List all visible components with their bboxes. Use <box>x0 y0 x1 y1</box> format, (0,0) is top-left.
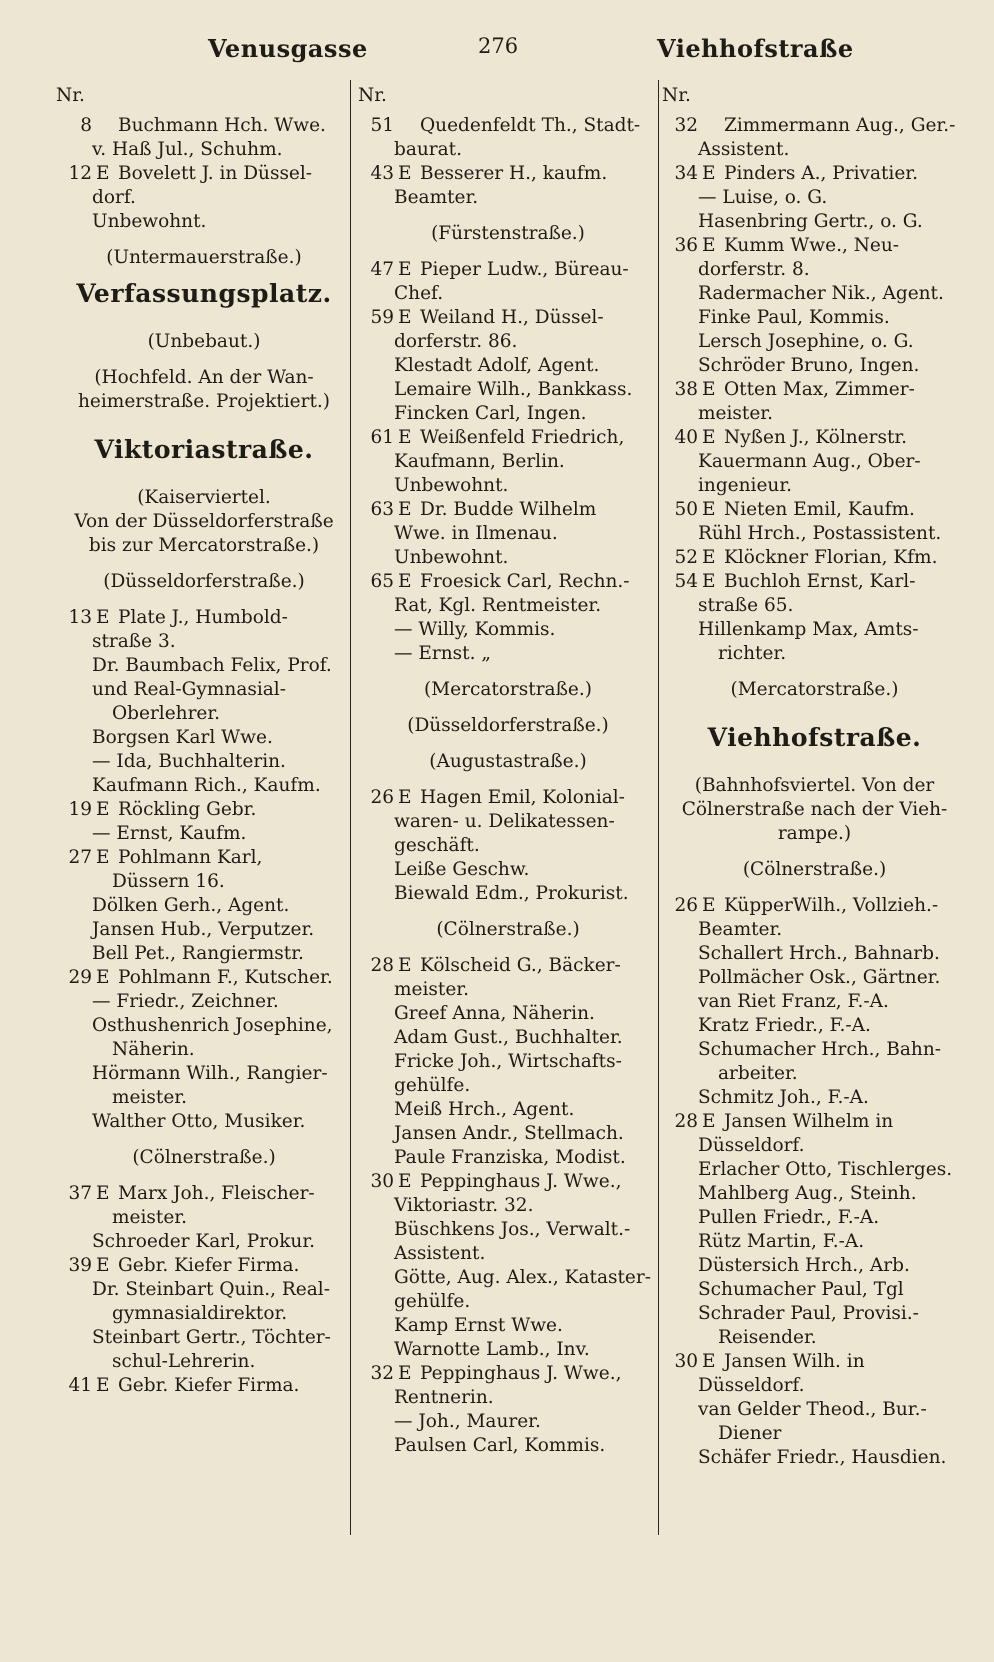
column-header-nr: Nr. <box>662 85 691 106</box>
spacer <box>358 738 658 750</box>
resident-line: Schmitz Joh., F.-A. <box>698 1087 869 1108</box>
house-entry <box>56 846 352 870</box>
spacer <box>662 882 967 894</box>
running-head-right: Viehhofstraße <box>657 34 854 63</box>
resident-line: Düstersich Hrch., Arb. <box>698 1255 910 1276</box>
house-number: 47 <box>370 259 394 280</box>
resident-name: Besserer H., kaufm. <box>420 163 608 184</box>
house-entry <box>358 114 658 138</box>
resident-line: — Friedr., Zeichner. <box>92 991 279 1012</box>
street-note: (Untermauerstraße.) <box>106 247 302 268</box>
resident-line: waren- u. Delikatessen- <box>394 811 615 832</box>
resident-line: Kaufmann, Berlin. <box>394 451 565 472</box>
column-2 <box>358 84 658 1458</box>
resident-line: Schröder Bruno, Ingen. <box>698 355 920 376</box>
house-number: 27 <box>68 847 92 868</box>
resident-line: straße 3. <box>92 631 176 652</box>
resident-line: Assistent. <box>698 139 790 160</box>
resident-name: Pohlmann Karl, <box>118 847 263 868</box>
owner-marker: E <box>702 379 716 400</box>
resident-line: — Luise, o. G. <box>698 187 828 208</box>
resident-line: Meiß Hrch., Agent. <box>394 1099 575 1120</box>
house-entry <box>662 894 967 918</box>
owner-marker: E <box>398 1171 412 1192</box>
resident-line: Biewald Edm., Prokurist. <box>394 883 629 904</box>
street-note: (Hochfeld. An der Wan- <box>94 367 314 388</box>
spacer <box>56 318 352 330</box>
resident-name: KüpperWilh., Vollzieh.- <box>724 895 939 916</box>
owner-marker: E <box>96 967 110 988</box>
resident-line: Assistent. <box>394 1243 486 1264</box>
resident-name: Pieper Ludw., Büreau- <box>420 259 629 280</box>
resident-line: Viktoriastr. 32. <box>394 1195 534 1216</box>
resident-line: schul-Lehrerin. <box>112 1351 256 1372</box>
house-number: 13 <box>68 607 92 628</box>
resident-line: Düssern 16. <box>112 871 225 892</box>
house-number: 30 <box>370 1171 394 1192</box>
resident-name: Gebr. Kiefer Firma. <box>118 1375 300 1396</box>
street-note: (Cölnerstraße.) <box>436 919 580 940</box>
resident-line: Kratz Friedr., F.-A. <box>698 1015 871 1036</box>
house-entry <box>56 606 352 630</box>
resident-line: Paule Franziska, Modist. <box>394 1147 626 1168</box>
resident-line: Reisender. <box>718 1327 817 1348</box>
resident-line: dorf. <box>92 187 136 208</box>
house-number: 34 <box>674 163 698 184</box>
resident-line: Schallert Hrch., Bahnarb. <box>698 943 940 964</box>
resident-name: Quedenfeldt Th., Stadt- <box>420 115 641 136</box>
house-number: 30 <box>674 1351 698 1372</box>
owner-marker: E <box>96 1255 110 1276</box>
house-entry <box>662 1110 967 1134</box>
house-number: 37 <box>68 1183 92 1204</box>
house-entry <box>358 786 658 810</box>
resident-line: richter. <box>718 643 787 664</box>
house-entry <box>662 1350 967 1374</box>
street-note: bis zur Mercatorstraße.) <box>88 535 320 556</box>
house-entry <box>662 570 967 594</box>
owner-marker: E <box>702 163 716 184</box>
resident-line: Greef Anna, Näherin. <box>394 1003 595 1024</box>
house-number: 51 <box>370 115 394 136</box>
house-number: 59 <box>370 307 394 328</box>
spacer <box>358 210 658 222</box>
resident-line: Walther Otto, Musiker. <box>92 1111 306 1132</box>
resident-line: geschäft. <box>394 835 480 856</box>
resident-name: Zimmermann Aug., Ger.- <box>724 115 956 136</box>
resident-line: Oberlehrer. <box>112 703 221 724</box>
house-entry <box>358 498 658 522</box>
resident-line: meister. <box>112 1087 187 1108</box>
resident-line: v. Haß Jul., Schuhm. <box>92 139 283 160</box>
resident-line: Jansen Andr., Stellmach. <box>394 1123 624 1144</box>
resident-name: Kumm Wwe., Neu- <box>724 235 900 256</box>
resident-line: — Ida, Buchhalterin. <box>92 751 286 772</box>
street-note: (Fürstenstraße.) <box>431 223 585 244</box>
house-entry <box>662 234 967 258</box>
house-number: 43 <box>370 163 394 184</box>
owner-marker: E <box>702 427 716 448</box>
house-number: 39 <box>68 1255 92 1276</box>
resident-line: Pollmächer Osk., Gärtner. <box>698 967 941 988</box>
resident-name: Froesick Carl, Rechn.- <box>420 571 630 592</box>
spacer <box>358 246 658 258</box>
house-entry <box>358 1362 658 1386</box>
resident-line: Erlacher Otto, Tischlerges. <box>698 1159 953 1180</box>
resident-line: und Real-Gymnasial- <box>92 679 286 700</box>
street-note: (Mercatorstraße.) <box>424 679 592 700</box>
resident-line: Diener <box>718 1423 782 1444</box>
house-entry <box>358 306 658 330</box>
resident-name: Otten Max, Zimmer- <box>724 379 915 400</box>
resident-line: Finke Paul, Kommis. <box>698 307 890 328</box>
resident-line: gehülfe. <box>394 1291 471 1312</box>
street-note: (Kaiserviertel. <box>137 487 271 508</box>
street-heading: Verfassungsplatz. <box>76 279 332 308</box>
resident-line: Bell Pet., Rangiermstr. <box>92 943 304 964</box>
resident-line: — Willy, Kommis. <box>394 619 556 640</box>
street-heading: Viehhofstraße. <box>707 723 922 752</box>
resident-line: Adam Gust., Buchhalter. <box>394 1027 623 1048</box>
house-entry <box>358 258 658 282</box>
street-note: (Cölnerstraße.) <box>742 859 887 880</box>
owner-marker: E <box>702 499 716 520</box>
owner-marker: E <box>398 571 412 592</box>
house-number: 61 <box>370 427 394 448</box>
house-number: 32 <box>370 1363 394 1384</box>
resident-name: Pohlmann F., Kutscher. <box>118 967 333 988</box>
resident-line: Chef. <box>394 283 444 304</box>
spacer <box>56 234 352 246</box>
spacer <box>56 474 352 486</box>
resident-line: Büschkens Jos., Verwalt.- <box>394 1219 631 1240</box>
resident-name: Kölscheid G., Bäcker- <box>420 955 621 976</box>
column-divider <box>658 80 659 1535</box>
resident-line: Dr. Steinbart Quin., Real- <box>92 1279 330 1300</box>
street-note: Von der Düsseldorferstraße <box>74 511 334 532</box>
house-number: 12 <box>68 163 92 184</box>
resident-name: Bovelett J. in Düssel- <box>118 163 313 184</box>
spacer <box>662 666 967 678</box>
resident-line: Kaufmann Rich., Kaufm. <box>92 775 321 796</box>
house-entry <box>56 1254 352 1278</box>
house-entry <box>662 378 967 402</box>
house-number: 19 <box>68 799 92 820</box>
resident-line: Mahlberg Aug., Steinh. <box>698 1183 917 1204</box>
owner-marker: E <box>398 307 412 328</box>
owner-marker: E <box>96 163 110 184</box>
resident-line: Näherin. <box>112 1039 195 1060</box>
resident-line: Borgsen Karl Wwe. <box>92 727 273 748</box>
owner-marker: E <box>702 895 716 916</box>
resident-line: Dölken Gerh., Agent. <box>92 895 290 916</box>
resident-name: Gebr. Kiefer Firma. <box>118 1255 300 1276</box>
spacer <box>56 594 352 606</box>
resident-line: — Ernst. „ <box>394 643 491 664</box>
house-number: 50 <box>674 499 698 520</box>
resident-name: Pinders A., Privatier. <box>724 163 918 184</box>
house-number: 28 <box>370 955 394 976</box>
resident-line: gymnasialdirektor. <box>112 1303 288 1324</box>
owner-marker: E <box>96 799 110 820</box>
resident-line: Warnotte Lamb., Inv. <box>394 1339 590 1360</box>
resident-line: Hillenkamp Max, Amts- <box>698 619 919 640</box>
spacer <box>358 774 658 786</box>
house-entry <box>662 426 967 450</box>
owner-marker: E <box>398 163 412 184</box>
spacer <box>358 666 658 678</box>
resident-line: Dr. Baumbach Felix, Prof. <box>92 655 332 676</box>
spacer <box>56 414 352 426</box>
spacer <box>56 558 352 570</box>
house-entry <box>662 162 967 186</box>
resident-line: Schumacher Paul, Tgl <box>698 1279 904 1300</box>
resident-name: Klöckner Florian, Kfm. <box>724 547 938 568</box>
house-entry <box>662 114 967 138</box>
street-note: (Düsseldorferstraße.) <box>103 571 305 592</box>
resident-line: Paulsen Carl, Kommis. <box>394 1435 606 1456</box>
resident-line: gehülfe. <box>394 1075 471 1096</box>
owner-marker: E <box>398 955 412 976</box>
resident-name: Jansen Wilh. in <box>724 1351 865 1372</box>
resident-line: Lemaire Wilh., Bankkass. <box>394 379 633 400</box>
owner-marker: E <box>398 427 412 448</box>
spacer <box>662 846 967 858</box>
resident-line: Unbewohnt. <box>92 211 207 232</box>
street-note: heimerstraße. Projektiert.) <box>78 391 330 412</box>
owner-marker: E <box>702 547 716 568</box>
resident-line: arbeiter. <box>718 1063 798 1084</box>
resident-line: Rentnerin. <box>394 1387 494 1408</box>
resident-line: dorferstr. 8. <box>698 259 810 280</box>
house-entry <box>56 114 352 138</box>
owner-marker: E <box>96 607 110 628</box>
resident-line: Schumacher Hrch., Bahn- <box>698 1039 941 1060</box>
owner-marker: E <box>702 571 716 592</box>
resident-line: Jansen Hub., Verputzer. <box>92 919 315 940</box>
house-number: 54 <box>674 571 698 592</box>
resident-line: meister. <box>698 403 773 424</box>
house-entry <box>358 954 658 978</box>
owner-marker: E <box>398 787 412 808</box>
page-header <box>0 28 994 68</box>
resident-line: Beamter. <box>394 187 479 208</box>
owner-marker: E <box>96 1375 110 1396</box>
resident-name: Weißenfeld Friedrich, <box>420 427 625 448</box>
house-number: 63 <box>370 499 394 520</box>
resident-line: Schrader Paul, Provisi.- <box>698 1303 919 1324</box>
street-note: (Cölnerstraße.) <box>132 1147 276 1168</box>
owner-marker: E <box>398 1363 412 1384</box>
house-number: 32 <box>674 115 698 136</box>
resident-line: van Gelder Theod., Bur.- <box>698 1399 927 1420</box>
resident-name: Peppinghaus J. Wwe., <box>420 1171 622 1192</box>
resident-line: Düsseldorf. <box>698 1135 805 1156</box>
resident-line: Rütz Martin, F.-A. <box>698 1231 865 1252</box>
resident-line: Klestadt Adolf, Agent. <box>394 355 600 376</box>
resident-line: Schäfer Friedr., Hausdien. <box>698 1447 947 1468</box>
street-note: (Düsseldorferstraße.) <box>407 715 609 736</box>
house-entry <box>56 798 352 822</box>
column-header-nr: Nr. <box>56 85 85 106</box>
resident-name: Weiland H., Düssel- <box>420 307 604 328</box>
house-number: 26 <box>674 895 698 916</box>
house-number: 28 <box>674 1111 698 1132</box>
house-entry <box>358 426 658 450</box>
resident-line: Leiße Geschw. <box>394 859 530 880</box>
street-note: (Bahnhofsviertel. Von der <box>694 775 935 796</box>
resident-line: Unbewohnt. <box>394 475 509 496</box>
column-1 <box>56 84 352 1398</box>
resident-line: Schroeder Karl, Prokur. <box>92 1231 316 1252</box>
owner-marker: E <box>702 1351 716 1372</box>
house-number: 41 <box>68 1375 92 1396</box>
resident-line: Kauermann Aug., Ober- <box>698 451 921 472</box>
resident-name: Hagen Emil, Kolonial- <box>420 787 625 808</box>
house-entry <box>358 570 658 594</box>
owner-marker: E <box>398 499 412 520</box>
resident-line: — Ernst, Kaufm. <box>92 823 247 844</box>
owner-marker: E <box>398 259 412 280</box>
owner-marker: E <box>702 235 716 256</box>
house-entry <box>358 1170 658 1194</box>
resident-line: Kamp Ernst Wwe. <box>394 1315 563 1336</box>
resident-name: Nieten Emil, Kaufm. <box>724 499 915 520</box>
owner-marker: E <box>96 1183 110 1204</box>
resident-name: Plate J., Humbold- <box>118 607 288 628</box>
house-entry <box>56 162 352 186</box>
spacer <box>358 702 658 714</box>
house-number: 40 <box>674 427 698 448</box>
house-entry <box>56 966 352 990</box>
street-note: Cölnerstraße nach der Vieh- <box>681 799 948 820</box>
resident-line: Rat, Kgl. Rentmeister. <box>394 595 602 616</box>
resident-name: Marx Joh., Fleischer- <box>118 1183 315 1204</box>
house-number: 38 <box>674 379 698 400</box>
resident-line: meister. <box>394 979 469 1000</box>
house-entry <box>56 1182 352 1206</box>
house-number: 8 <box>80 115 92 136</box>
spacer <box>662 762 967 774</box>
house-number: 26 <box>370 787 394 808</box>
spacer <box>358 942 658 954</box>
resident-line: baurat. <box>394 139 462 160</box>
resident-line: meister. <box>112 1207 187 1228</box>
house-entry <box>662 498 967 522</box>
owner-marker: E <box>702 1111 716 1132</box>
resident-line: Unbewohnt. <box>394 547 509 568</box>
resident-line: Beamter. <box>698 919 783 940</box>
resident-line: Lersch Josephine, o. G. <box>698 331 914 352</box>
resident-line: Rühl Hrch., Postassistent. <box>698 523 942 544</box>
page-number: 276 <box>478 34 519 58</box>
resident-line: Pullen Friedr., F.-A. <box>698 1207 880 1228</box>
resident-name: Buchloh Ernst, Karl- <box>724 571 916 592</box>
resident-name: Peppinghaus J. Wwe., <box>420 1363 622 1384</box>
street-note: rampe.) <box>777 823 852 844</box>
running-head-left: Venusgasse <box>208 34 368 63</box>
column-header-nr: Nr. <box>358 85 387 106</box>
spacer <box>56 1170 352 1182</box>
street-note: (Augustastraße.) <box>429 751 587 772</box>
resident-line: dorferstr. 86. <box>394 331 518 352</box>
street-note: (Unbebaut.) <box>147 331 261 352</box>
resident-line: straße 65. <box>698 595 794 616</box>
house-entry <box>358 162 658 186</box>
street-note: (Mercatorstraße.) <box>730 679 899 700</box>
resident-line: Fincken Carl, Ingen. <box>394 403 587 424</box>
resident-name: Dr. Budde Wilhelm <box>420 499 597 520</box>
resident-name: Jansen Wilhelm in <box>724 1111 894 1132</box>
resident-line: Hörmann Wilh., Rangier- <box>92 1063 328 1084</box>
spacer <box>56 1134 352 1146</box>
house-entry <box>662 546 967 570</box>
resident-line: Fricke Joh., Wirtschafts- <box>394 1051 622 1072</box>
house-entry <box>56 1374 352 1398</box>
resident-line: Düsseldorf. <box>698 1375 805 1396</box>
resident-line: ingenieur. <box>698 475 793 496</box>
resident-name: Röckling Gebr. <box>118 799 257 820</box>
owner-marker: E <box>96 847 110 868</box>
resident-line: — Joh., Maurer. <box>394 1411 541 1432</box>
resident-name: Nyßen J., Kölnerstr. <box>724 427 908 448</box>
resident-line: Steinbart Gertr., Töchter- <box>92 1327 331 1348</box>
resident-line: Wwe. in Ilmenau. <box>394 523 558 544</box>
resident-line: Radermacher Nik., Agent. <box>698 283 944 304</box>
street-heading: Viktoriastraße. <box>94 435 314 464</box>
resident-line: van Riet Franz, F.-A. <box>698 991 889 1012</box>
spacer <box>662 702 967 714</box>
column-3 <box>662 84 967 1470</box>
resident-line: Hasenbring Gertr., o. G. <box>698 211 923 232</box>
house-number: 52 <box>674 547 698 568</box>
house-number: 29 <box>68 967 92 988</box>
house-number: 65 <box>370 571 394 592</box>
spacer <box>56 354 352 366</box>
house-number: 36 <box>674 235 698 256</box>
resident-line: Osthushenrich Josephine, <box>92 1015 333 1036</box>
resident-line: Götte, Aug. Alex., Kataster- <box>394 1267 651 1288</box>
spacer <box>358 906 658 918</box>
resident-name: Buchmann Hch. Wwe. <box>118 115 326 136</box>
